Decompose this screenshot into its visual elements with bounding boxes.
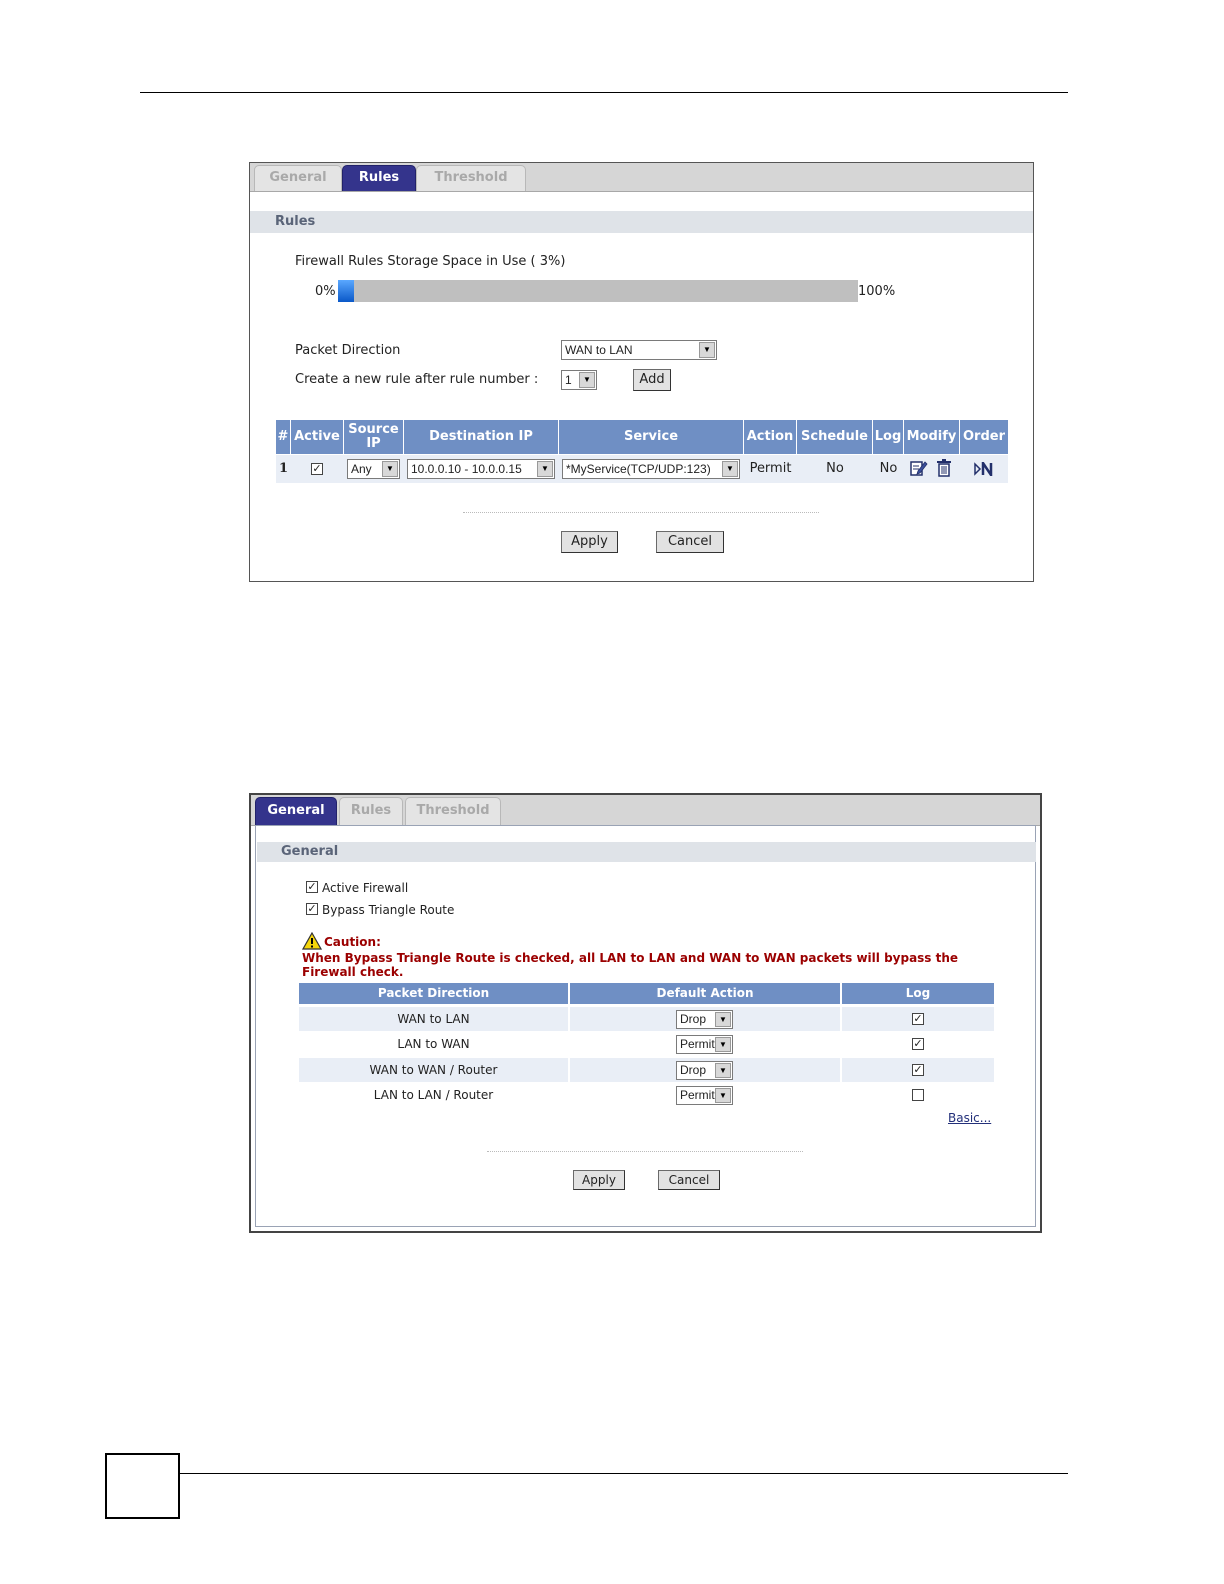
chevron-down-icon: ▼: [722, 461, 738, 477]
chevron-down-icon: ▼: [579, 372, 595, 388]
page-header-rule: [140, 92, 1068, 93]
row-direction: WAN to WAN / Router: [299, 1058, 568, 1082]
col-order: Order: [960, 420, 1008, 454]
packet-direction-label: Packet Direction: [295, 343, 401, 358]
chevron-down-icon: ▼: [699, 342, 715, 358]
storage-min-label: 0%: [315, 284, 336, 299]
storage-label: Firewall Rules Storage Space in Use ( 3%): [295, 254, 566, 269]
row-direction: LAN to LAN / Router: [373, 1088, 494, 1102]
chevron-down-icon: ▼: [715, 1037, 731, 1052]
col-log: Log: [873, 420, 904, 454]
apply-button[interactable]: Apply: [561, 531, 618, 553]
col-action: Action: [744, 420, 797, 454]
default-action-select[interactable]: [676, 1035, 733, 1054]
rule-order-cell: [960, 455, 1008, 483]
rule-log: No: [873, 455, 904, 483]
tab-threshold[interactable]: Threshold: [405, 797, 501, 825]
rule-active-cell: [291, 455, 344, 483]
divider: [463, 512, 819, 513]
page-footer-rule: [178, 1473, 1068, 1474]
active-firewall-label: Active Firewall: [322, 881, 409, 895]
col-log: Log: [842, 983, 994, 1004]
section-title-text: Rules: [275, 214, 316, 229]
section-title-text: General: [281, 844, 339, 859]
service-select[interactable]: [562, 459, 740, 479]
new-rule-number-select[interactable]: [561, 370, 597, 390]
tab-rules[interactable]: Rules: [342, 165, 416, 191]
tab-bar: [250, 163, 1033, 192]
add-button[interactable]: Add: [633, 369, 671, 391]
rule-number: 1: [276, 455, 291, 483]
tab-general[interactable]: General: [254, 165, 342, 191]
col-active: Active: [291, 420, 344, 454]
col-number: #: [276, 420, 291, 454]
row-direction: LAN to WAN: [397, 1037, 470, 1051]
rule-schedule: No: [797, 455, 873, 483]
section-title: [250, 211, 1033, 233]
default-action-select[interactable]: [676, 1061, 733, 1080]
chevron-down-icon: ▼: [537, 461, 553, 477]
rule-action: Permit: [744, 455, 797, 483]
service-value: *MyService(TCP/UDP:123): [566, 462, 711, 476]
edit-icon[interactable]: [910, 459, 928, 477]
source-ip-value: Any: [351, 462, 372, 476]
page-number-box: [105, 1453, 180, 1519]
default-action-value: Drop: [680, 1012, 707, 1026]
active-firewall-checkbox[interactable]: ✓: [307, 880, 317, 893]
packet-direction-value: WAN to LAN: [565, 343, 633, 357]
default-action-select[interactable]: [676, 1010, 733, 1029]
packet-direction-select[interactable]: [561, 340, 717, 360]
storage-progress-fill: [338, 280, 354, 302]
default-action-select[interactable]: [676, 1086, 733, 1105]
chevron-down-icon: ▼: [715, 1012, 731, 1027]
bypass-triangle-label: Bypass Triangle Route: [322, 903, 455, 917]
default-action-value: Drop: [680, 1063, 707, 1077]
trash-icon[interactable]: [936, 459, 952, 477]
move-icon[interactable]: [974, 462, 996, 476]
log-checkbox[interactable]: ✓: [913, 1012, 923, 1025]
storage-progress-bar: [338, 280, 858, 302]
tab-general[interactable]: General: [255, 797, 337, 825]
rules-screen: [249, 162, 1034, 582]
log-checkbox[interactable]: ✓: [913, 1063, 923, 1076]
caution-text: When Bypass Triangle Route is checked, all LAN to LAN and WAN to WAN packets will bypass the Firewall check.: [302, 951, 959, 979]
rule-modify-cell: [904, 455, 960, 483]
bypass-triangle-checkbox[interactable]: ✓: [307, 902, 317, 915]
tab-threshold[interactable]: Threshold: [416, 165, 526, 191]
warning-icon: [302, 932, 322, 950]
rule-active-checkbox[interactable]: ✓: [312, 462, 322, 475]
destination-ip-select[interactable]: [407, 459, 555, 479]
storage-max-label: 100%: [858, 284, 896, 299]
basic-link[interactable]: Basic...: [948, 1111, 992, 1125]
log-checkbox[interactable]: [912, 1089, 924, 1101]
col-default-action: Default Action: [570, 983, 840, 1004]
cancel-button[interactable]: Cancel: [656, 531, 724, 553]
col-modify: Modify: [904, 420, 960, 454]
default-action-value: Permit: [680, 1088, 715, 1102]
col-service: Service: [559, 420, 744, 454]
chevron-down-icon: ▼: [715, 1063, 731, 1078]
col-destination-ip: Destination IP: [404, 420, 559, 454]
cancel-button[interactable]: Cancel: [658, 1170, 720, 1190]
tab-bar: [251, 795, 1040, 826]
new-rule-label: Create a new rule after rule number :: [295, 372, 539, 387]
destination-ip-value: 10.0.0.10 - 10.0.0.15: [411, 462, 522, 476]
caution-title: Caution:: [324, 935, 381, 949]
default-action-value: Permit: [680, 1037, 715, 1051]
col-schedule: Schedule: [797, 420, 873, 454]
row-direction: WAN to LAN: [299, 1007, 568, 1031]
section-title: [257, 842, 1036, 862]
general-screen: [249, 793, 1042, 1233]
chevron-down-icon: ▼: [715, 1088, 731, 1103]
tab-rules[interactable]: Rules: [339, 797, 403, 825]
apply-button[interactable]: Apply: [573, 1170, 625, 1190]
col-source-ip: Source IP: [344, 420, 404, 454]
log-checkbox[interactable]: ✓: [913, 1037, 923, 1050]
source-ip-select[interactable]: [347, 459, 400, 479]
new-rule-number-value: 1: [565, 373, 572, 387]
chevron-down-icon: ▼: [382, 461, 398, 477]
col-packet-direction: Packet Direction: [299, 983, 568, 1004]
divider: [487, 1151, 803, 1152]
